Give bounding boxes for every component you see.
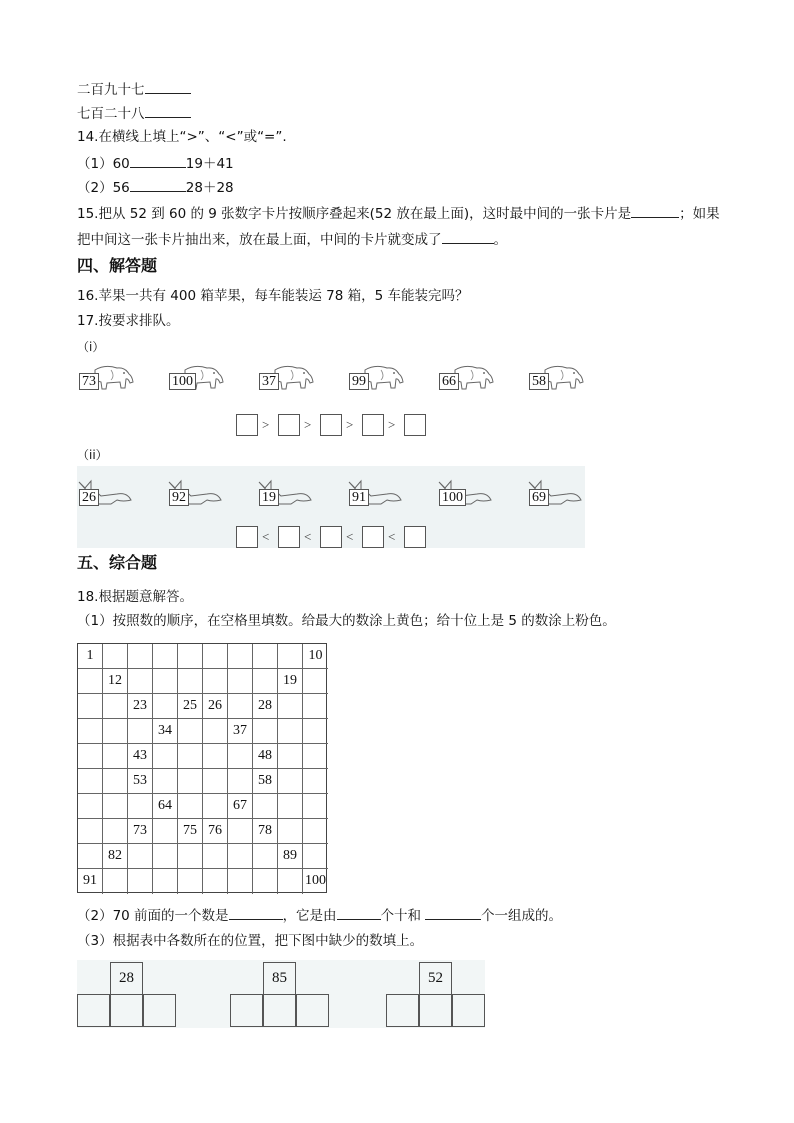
question-14-2: （2）56 28＋28 — [77, 180, 234, 196]
chart-cell: 76 — [203, 819, 228, 844]
chart-cell: 53 — [128, 769, 153, 794]
chart-cell-empty[interactable] — [103, 644, 128, 669]
question-16: 16.苹果一共有 400 箱苹果，每车能装运 78 箱，5 车能装完吗？ — [77, 288, 469, 304]
chart-cell-empty[interactable] — [103, 694, 128, 719]
chart-cell-empty[interactable] — [128, 644, 153, 669]
elephant — [437, 362, 495, 392]
chart-cell-empty[interactable] — [103, 744, 128, 769]
chart-cell-empty[interactable] — [128, 794, 153, 819]
chart-cell-empty[interactable] — [203, 644, 228, 669]
answer-blank[interactable] — [229, 906, 283, 920]
answer-box[interactable] — [320, 414, 342, 436]
chart-cell-empty[interactable] — [303, 669, 328, 694]
answer-blank[interactable] — [425, 906, 481, 920]
chart-cell: 1 — [78, 644, 103, 669]
chart-cell-empty[interactable] — [128, 669, 153, 694]
chart-cell-empty[interactable] — [203, 769, 228, 794]
answer-blank[interactable] — [631, 204, 679, 218]
chart-cell-empty[interactable] — [228, 744, 253, 769]
puzzle-blank-cell[interactable] — [386, 962, 419, 995]
puzzle-blank-cell[interactable] — [419, 994, 452, 1027]
question-18-1: （1）按照数的顺序，在空格里填数。给最大的数涂上黄色；给十位上是 5 的数涂上粉色。 — [77, 613, 616, 629]
chart-cell-empty[interactable] — [103, 769, 128, 794]
compare-symbol: < — [388, 529, 396, 544]
puzzle-given-cell: 28 — [110, 962, 143, 995]
compare-symbol: > — [346, 417, 354, 432]
compare-symbol: > — [304, 417, 312, 432]
answer-box[interactable] — [278, 414, 300, 436]
chart-cell-empty[interactable] — [253, 669, 278, 694]
chart-cell-empty[interactable] — [303, 694, 328, 719]
chart-cell: 26 — [203, 694, 228, 719]
number-card: 69 — [529, 489, 549, 506]
question-18-2: （2）70 前面的一个数是 ，它是由 个十和 个一组成的。 — [77, 908, 563, 924]
chart-cell-empty[interactable] — [203, 669, 228, 694]
chart-cell-empty[interactable] — [153, 844, 178, 869]
chart-cell-empty[interactable] — [153, 644, 178, 669]
number-card: 37 — [259, 373, 279, 390]
answer-box[interactable] — [362, 526, 384, 548]
puzzle-blank-cell[interactable] — [77, 962, 110, 995]
elephant — [527, 362, 585, 392]
puzzle-given-cell: 85 — [263, 962, 296, 995]
compare-symbol: < — [346, 529, 354, 544]
chart-cell-empty[interactable] — [203, 744, 228, 769]
chart-cell-empty[interactable] — [178, 869, 203, 894]
chart-cell-empty[interactable] — [303, 819, 328, 844]
question-15-line2: 把中间这一张卡片抽出来，放在最上面，中间的卡片就变成了 。 — [77, 232, 507, 248]
chart-cell: 100 — [305, 873, 326, 888]
section-4-title: 四、解答题 — [77, 256, 158, 275]
question-14-1: （1）60 19＋41 — [77, 156, 234, 172]
chart-cell-empty[interactable] — [153, 694, 178, 719]
chart-cell-empty[interactable] — [278, 869, 303, 894]
chart-cell: 19 — [278, 669, 303, 694]
chart-cell: 82 — [103, 844, 128, 869]
line-728: 七百二十八 — [77, 104, 191, 123]
chart-cell-empty[interactable] — [278, 819, 303, 844]
chart-cell-empty[interactable] — [278, 794, 303, 819]
puzzle-blank-cell[interactable] — [77, 994, 110, 1027]
fox — [77, 478, 135, 508]
answer-blank[interactable] — [130, 154, 186, 168]
puzzle-blank-cell[interactable] — [143, 994, 176, 1027]
chart-cell: 12 — [103, 669, 128, 694]
question-15-line1: 15.把从 52 到 60 的 9 张数字卡片按顺序叠起来(52 放在最上面)，这时最中间的一张卡片是 ；如果 — [77, 206, 720, 222]
chart-cell-empty[interactable] — [178, 669, 203, 694]
answer-box[interactable] — [236, 414, 258, 436]
chart-cell-empty[interactable] — [178, 719, 203, 744]
puzzle-blank-cell[interactable] — [230, 962, 263, 995]
fox — [527, 478, 585, 508]
question-17: 17.按要求排队。 — [77, 313, 180, 329]
question-18: 18.根据题意解答。 — [77, 589, 193, 605]
answer-blank[interactable] — [145, 104, 191, 118]
compare-symbol: < — [304, 529, 312, 544]
answer-box[interactable] — [404, 526, 426, 548]
chart-cell-empty[interactable] — [153, 869, 178, 894]
chart-cell-empty[interactable] — [278, 744, 303, 769]
chart-cell-empty[interactable] — [303, 744, 328, 769]
chart-cell-empty[interactable] — [228, 644, 253, 669]
chart-cell-empty[interactable] — [178, 844, 203, 869]
elephant — [257, 362, 315, 392]
chart-cell-empty[interactable] — [253, 844, 278, 869]
chart-cell-empty[interactable] — [178, 744, 203, 769]
chart-cell-empty[interactable] — [78, 719, 103, 744]
chart-cell: 25 — [178, 694, 203, 719]
puzzle-blank-cell[interactable] — [452, 994, 485, 1027]
chart-cell: 28 — [253, 694, 278, 719]
chart-cell-empty[interactable] — [153, 669, 178, 694]
q17-ii-label: （ii） — [77, 448, 108, 462]
chart-cell: 73 — [128, 819, 153, 844]
chart-cell-empty[interactable] — [203, 719, 228, 744]
chart-cell-empty[interactable] — [78, 744, 103, 769]
chart-cell-empty[interactable] — [153, 769, 178, 794]
chart-cell-empty[interactable] — [253, 719, 278, 744]
chart-cell: 75 — [178, 819, 203, 844]
chart-cell-empty[interactable] — [278, 694, 303, 719]
number-card: 92 — [169, 489, 189, 506]
chart-cell-empty[interactable] — [228, 844, 253, 869]
chart-cell: 64 — [153, 794, 178, 819]
chart-cell-empty[interactable] — [253, 794, 278, 819]
chart-cell: 67 — [228, 794, 253, 819]
chart-cell-empty[interactable] — [103, 819, 128, 844]
puzzle-blank-cell[interactable] — [110, 994, 143, 1027]
chart-cell-empty[interactable] — [128, 869, 153, 894]
chart-cell-empty[interactable] — [303, 794, 328, 819]
chart-cell-empty[interactable] — [78, 819, 103, 844]
number-card: 26 — [79, 489, 99, 506]
answer-box[interactable] — [362, 414, 384, 436]
chart-cell-empty[interactable] — [228, 819, 253, 844]
number-card: 100 — [439, 489, 466, 506]
chart-cell-empty[interactable] — [153, 819, 178, 844]
q17-i-label: （i） — [77, 340, 105, 354]
compare-symbol: > — [388, 417, 396, 432]
compare-symbol: > — [262, 417, 270, 432]
chart-cell-empty[interactable] — [278, 644, 303, 669]
chart-cell-empty[interactable] — [153, 744, 178, 769]
chart-cell-empty[interactable] — [278, 719, 303, 744]
puzzle-blank-cell[interactable] — [263, 994, 296, 1027]
fox — [437, 478, 495, 508]
answer-blank[interactable] — [337, 906, 381, 920]
chart-cell-empty[interactable] — [303, 844, 328, 869]
chart-cell-empty[interactable] — [278, 769, 303, 794]
chart-cell: 34 — [153, 719, 178, 744]
chart-cell: 78 — [253, 819, 278, 844]
chart-cell-empty[interactable] — [78, 769, 103, 794]
elephant — [167, 362, 225, 392]
chart-cell-empty[interactable] — [178, 644, 203, 669]
line-297: 二百九十七 — [77, 80, 191, 99]
chart-cell: 23 — [128, 694, 153, 719]
chart-cell-empty[interactable] — [78, 794, 103, 819]
number-card: 91 — [349, 489, 369, 506]
answer-box[interactable] — [404, 414, 426, 436]
answer-blank[interactable] — [130, 178, 186, 192]
elephant — [347, 362, 405, 392]
chart-cell: 43 — [128, 744, 153, 769]
chart-cell-empty[interactable] — [228, 669, 253, 694]
chart-cell-empty[interactable] — [203, 869, 228, 894]
number-card: 73 — [79, 373, 99, 390]
number-card: 19 — [259, 489, 279, 506]
question-14: 14.在横线上填上“>”、“<”或“=”. — [77, 129, 287, 145]
chart-cell-empty[interactable] — [103, 719, 128, 744]
puzzle-blank-cell[interactable] — [386, 994, 419, 1027]
chart-cell-empty[interactable] — [103, 794, 128, 819]
chart-cell-empty[interactable] — [78, 844, 103, 869]
puzzle-blank-cell[interactable] — [230, 994, 263, 1027]
answer-blank[interactable] — [145, 80, 191, 94]
chart-cell-empty[interactable] — [228, 869, 253, 894]
chart-cell-empty[interactable] — [228, 769, 253, 794]
chart-cell-empty[interactable] — [103, 869, 128, 894]
chart-cell-empty[interactable] — [303, 769, 328, 794]
answer-box[interactable] — [278, 526, 300, 548]
puzzle-given-cell: 52 — [419, 962, 452, 995]
chart-cell: 10 — [303, 644, 328, 669]
chart-cell-empty[interactable] — [128, 844, 153, 869]
chart-cell: 91 — [78, 869, 103, 894]
chart-cell: 58 — [253, 769, 278, 794]
chart-cell-empty[interactable] — [203, 844, 228, 869]
chart-cell-empty[interactable] — [178, 769, 203, 794]
number-card: 66 — [439, 373, 459, 390]
fox — [257, 478, 315, 508]
chart-cell-empty[interactable] — [228, 694, 253, 719]
chart-cell-empty[interactable] — [128, 719, 153, 744]
fox — [167, 478, 225, 508]
compare-symbol: < — [262, 529, 270, 544]
chart-cell-empty[interactable] — [303, 719, 328, 744]
chart-cell: 37 — [228, 719, 253, 744]
chart-cell-empty[interactable] — [253, 869, 278, 894]
answer-box[interactable] — [320, 526, 342, 548]
answer-blank[interactable] — [442, 230, 494, 244]
number-card: 100 — [169, 373, 196, 390]
answer-box[interactable] — [236, 526, 258, 548]
chart-cell-empty[interactable] — [178, 794, 203, 819]
question-18-3: （3）根据表中各数所在的位置，把下图中缺少的数填上。 — [77, 933, 424, 949]
fox — [347, 478, 405, 508]
chart-cell-empty[interactable] — [203, 794, 228, 819]
chart-cell: 48 — [253, 744, 278, 769]
chart-cell-empty[interactable] — [253, 644, 278, 669]
puzzle-blank-cell[interactable] — [296, 994, 329, 1027]
elephant — [77, 362, 135, 392]
chart-cell: 89 — [278, 844, 303, 869]
number-card: 58 — [529, 373, 549, 390]
section-5-title: 五、综合题 — [77, 553, 158, 572]
chart-cell-empty[interactable] — [78, 694, 103, 719]
chart-cell-empty[interactable] — [78, 669, 103, 694]
number-card: 99 — [349, 373, 369, 390]
hundred-chart — [77, 643, 327, 893]
